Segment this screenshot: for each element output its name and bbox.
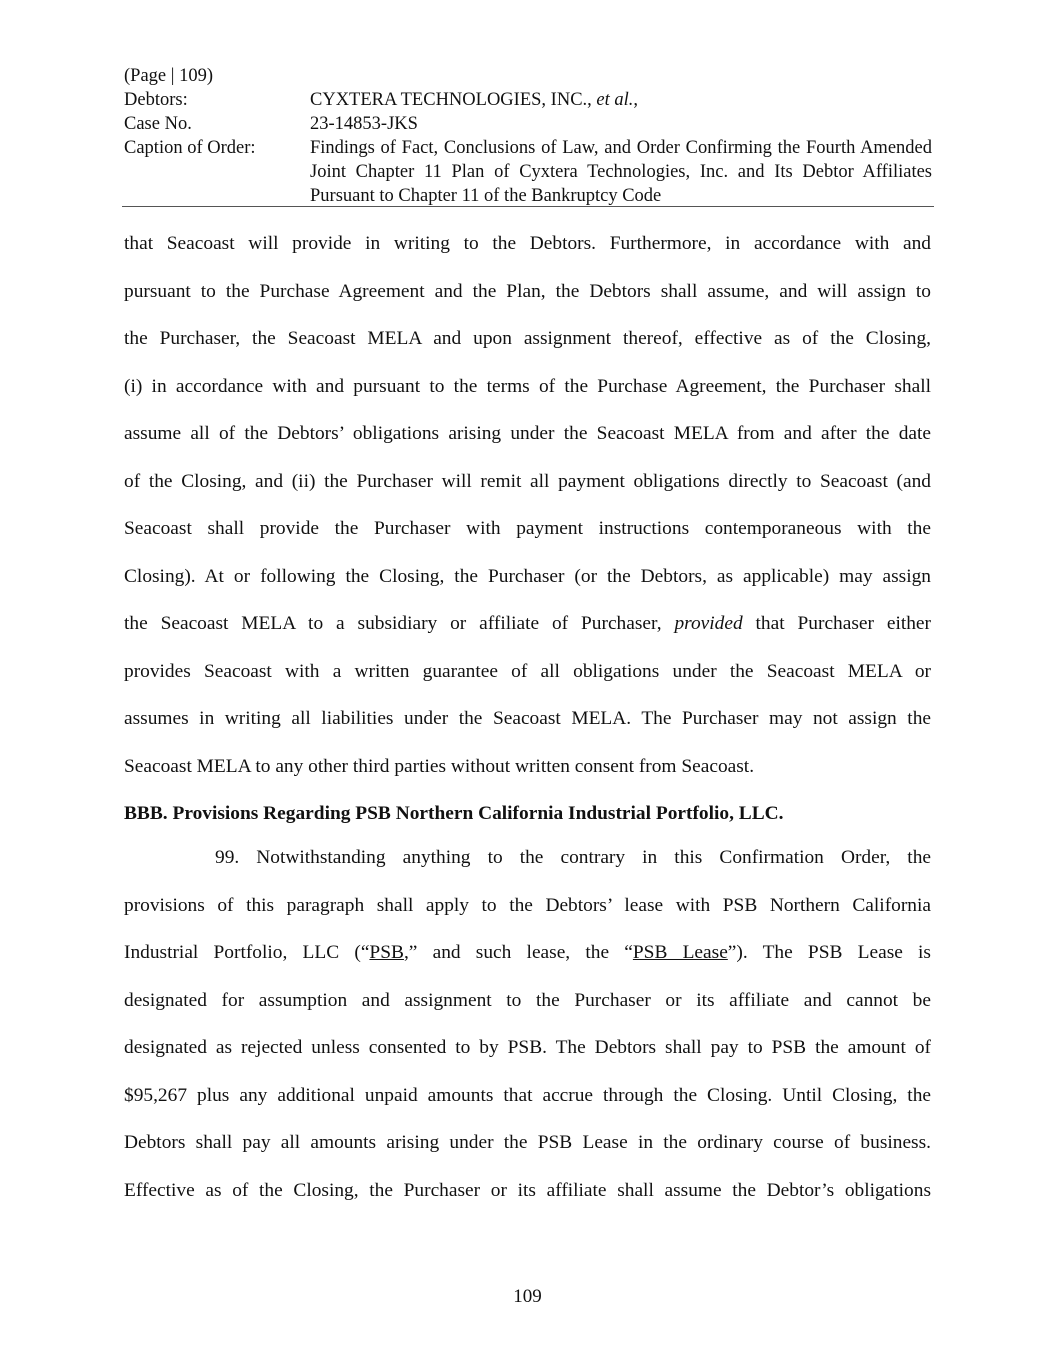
text-segment: BBB. Provisions Regarding PSB Northern California Industrial Portfolio, LLC. xyxy=(124,803,784,824)
case-number: 23-14853-JKS xyxy=(310,114,418,134)
document-body xyxy=(124,231,931,1225)
text-line xyxy=(124,1083,931,1131)
text-line xyxy=(124,516,931,564)
text-segment: the Purchaser, the Seacoast MELA and upon assignment thereof, effective as of the Closing, xyxy=(124,328,931,349)
text-segment: assume all of the Debtors’ obligations arising under the Seacoast MELA from and after the date xyxy=(124,423,931,444)
text-segment: pursuant to the Purchase Agreement and the Plan, the Debtors shall assume, and will assign to xyxy=(124,280,931,302)
text-line xyxy=(124,279,931,327)
text-segment: Industrial Portfolio, LLC (“ xyxy=(124,942,370,963)
text-segment: $95,267 plus any additional unpaid amounts that accrue through the Closing. Until Closing, the xyxy=(124,1084,931,1106)
defined-term: PSB xyxy=(369,942,404,963)
text-line xyxy=(124,374,931,422)
text-line xyxy=(124,469,931,517)
text-line xyxy=(124,231,931,279)
case-label: Case No. xyxy=(124,114,192,134)
text-line xyxy=(124,326,931,374)
text-line xyxy=(124,659,931,707)
text-line xyxy=(124,845,931,893)
text-segment: 99. Notwithstanding anything to the contrary in this Confirmation Order, the xyxy=(215,847,931,868)
text-line xyxy=(124,893,931,941)
caption-value: Findings of Fact, Conclusions of Law, and Order Confirming the Fourth Amended Joint Chapter 11 Plan of Cyxtera Technologies, Inc. and Its Debtor Affiliates Pursuant to Chapter 11 of the Bankruptcy Code xyxy=(310,138,932,206)
defined-term: PSB Lease xyxy=(632,942,728,963)
text-line xyxy=(124,988,931,1036)
text-segment: the Seacoast MELA to a subsidiary or affiliate of Purchaser, xyxy=(124,613,675,634)
page-reference: (Page | 109) xyxy=(124,66,213,86)
text-line xyxy=(124,754,931,802)
section-heading xyxy=(124,801,931,845)
text-line xyxy=(124,611,931,659)
debtors-value xyxy=(310,88,932,112)
header-divider xyxy=(122,206,934,207)
text-line xyxy=(124,1035,931,1083)
text-segment: assumes in writing all liabilities under the Seacoast MELA. The Purchaser may not assign the xyxy=(124,708,931,729)
debtors-name: CYXTERA TECHNOLOGIES, INC., xyxy=(310,90,592,110)
text-segment: that Purchaser either xyxy=(742,613,931,634)
debtors-suffix: , xyxy=(633,90,639,110)
text-line xyxy=(124,1178,931,1226)
page-number: 109 xyxy=(513,1286,542,1307)
text-segment: Debtors shall pay all amounts arising under the PSB Lease in the ordinary course of business. xyxy=(124,1132,931,1153)
text-segment: provides Seacoast with a written guarantee of all obligations under the Seacoast MELA or xyxy=(124,660,931,682)
text-line xyxy=(124,940,931,988)
text-line xyxy=(124,1130,931,1178)
text-segment: ,” and such lease, the “ xyxy=(403,942,633,963)
debtors-label: Debtors: xyxy=(124,90,188,110)
text-segment: designated as rejected unless consented to by PSB. The Debtors shall pay to PSB the amount of xyxy=(124,1037,931,1058)
text-segment: of the Closing, and (ii) the Purchaser will remit all payment obligations directly to Seacoast (and xyxy=(124,470,931,492)
text-segment: Effective as of the Closing, the Purchaser or its affiliate shall assume the Debtor’s obligations xyxy=(124,1179,931,1201)
caption-label: Caption of Order: xyxy=(124,138,256,158)
text-segment: Seacoast shall provide the Purchaser with payment instructions contemporaneous with the xyxy=(124,518,931,539)
text-line xyxy=(124,706,931,754)
et-al: et al. xyxy=(596,90,634,110)
text-line xyxy=(124,421,931,469)
text-segment: Seacoast MELA to any other third parties without written consent from Seacoast. xyxy=(124,755,755,777)
text-segment: designated for assumption and assignment to the Purchaser or its affiliate and cannot be xyxy=(124,989,931,1011)
text-segment: Closing). At or following the Closing, the Purchaser (or the Debtors, as applicable) may assign xyxy=(124,565,931,587)
text-line xyxy=(124,564,931,612)
text-segment: ”). The PSB Lease is xyxy=(727,942,931,963)
text-segment: that Seacoast will provide in writing to the Debtors. Furthermore, in accordance with and xyxy=(124,233,931,254)
text-segment: provisions of this paragraph shall apply to the Debtors’ lease with PSB Northern California xyxy=(124,894,931,916)
case-header xyxy=(124,64,932,208)
text-segment: (i) in accordance with and pursuant to the terms of the Purchase Agreement, the Purchaser shall xyxy=(124,375,931,397)
italic-text: provided xyxy=(674,613,743,634)
